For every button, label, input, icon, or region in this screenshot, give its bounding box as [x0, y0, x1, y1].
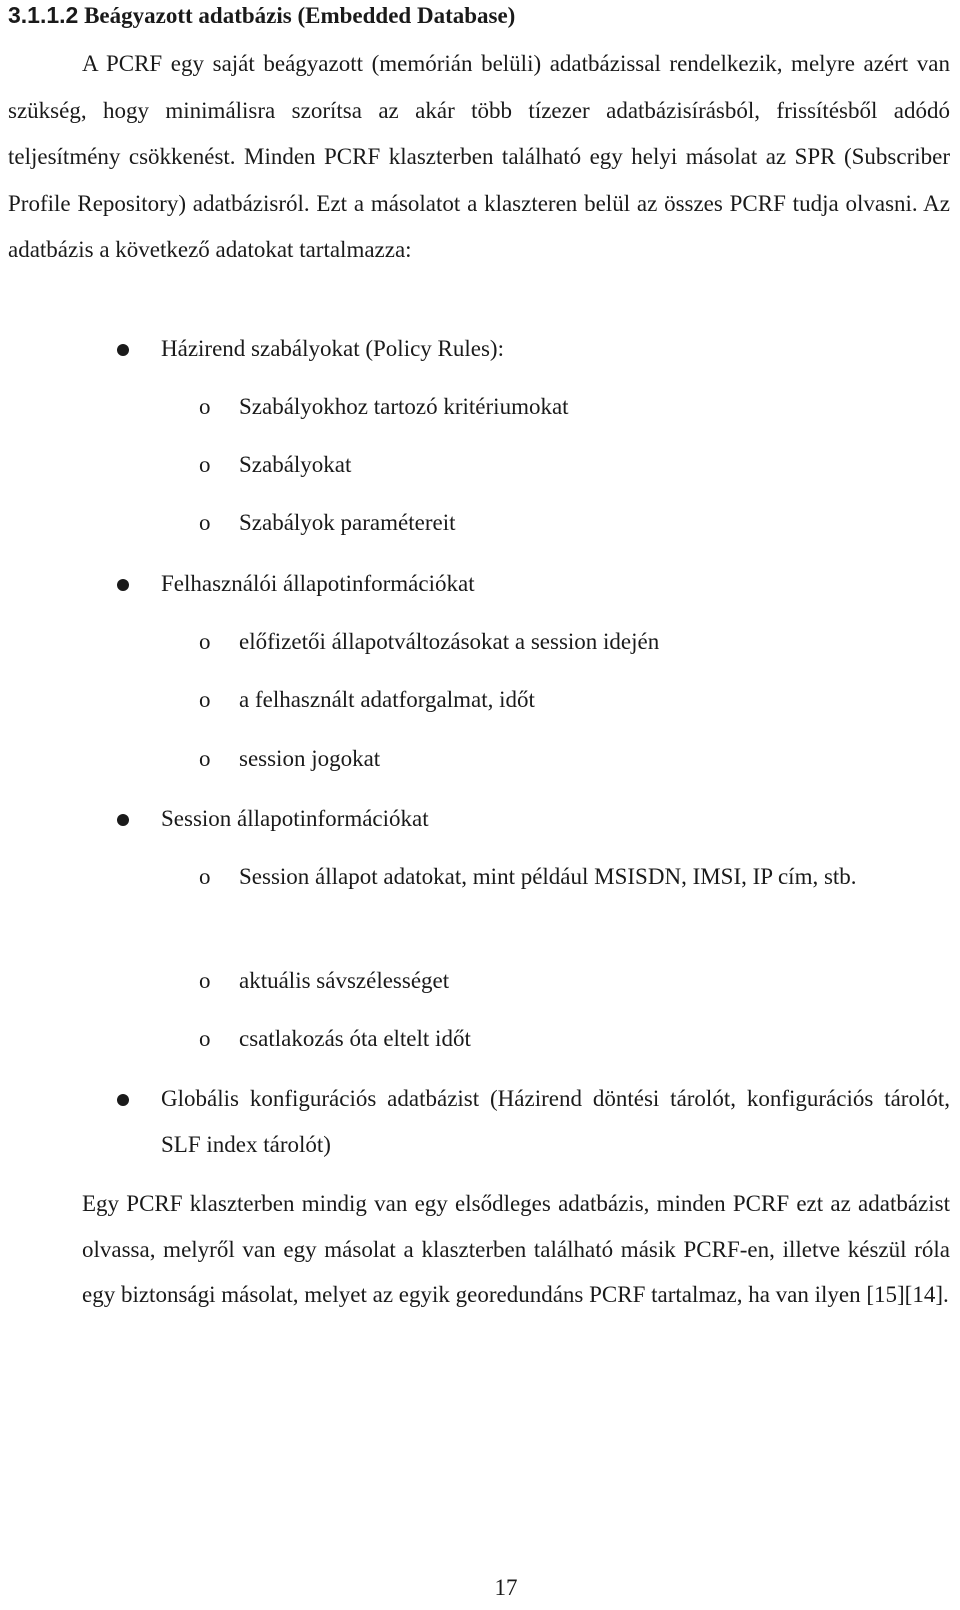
sub-list-item-label: Szabályokat — [239, 452, 352, 477]
sub-list-item-label: aktuális sávszélességet — [239, 968, 450, 993]
sub-list-item-label: session jogokat — [239, 746, 381, 771]
intro-paragraph: A PCRF egy saját beágyazott (memórián belüli) adatbázissal rendelkezik, melyre azért van szükség, hogy minimálisra szorítsa az akár több tízezer adatbázisírásból, frissítésből adódó teljesítmény csökkenést. Minden PCRF klaszterben található egy helyi másolat az SPR (Subscriber Profile Repository) adatbázisról. Ezt a másolatot a klaszteren belül az összes PCRF tudja olvasni. Az adatbázis a következő adatokat tartalmazza: — [8, 51, 950, 262]
sub-list-item-label: előfizetői állapotváltozásokat a session idején — [239, 629, 660, 654]
section-title: Beágyazott adatbázis (Embedded Database) — [84, 3, 516, 28]
bullet-icon — [117, 579, 129, 591]
sub-list-item-label: Szabályokhoz tartozó kritériumokat — [239, 394, 569, 419]
sub-bullet-marker: o — [199, 1026, 211, 1051]
sub-list-item-label: csatlakozás óta eltelt időt — [239, 1026, 471, 1051]
sub-list-item-label: Session állapot adatokat, mint például MSISDN, IMSI, IP cím, stb. — [239, 864, 857, 889]
sub-list-item-label: Szabályok paramétereit — [239, 510, 456, 535]
sub-bullet-marker: o — [199, 687, 211, 712]
list-item-label: Session állapotinformációkat — [161, 806, 429, 831]
list-item-label: Felhasználói állapotinformációkat — [161, 571, 475, 596]
sub-list-item-label: a felhasznált adatforgalmat, időt — [239, 687, 535, 712]
section-number: 3.1.1.2 — [8, 2, 79, 28]
sub-bullet-marker: o — [199, 452, 211, 477]
sub-bullet-marker: o — [199, 394, 211, 419]
list-item-label: Globális konfigurációs adatbázist (Házirend döntési tárolót, konfigurációs tárolót, SLF index tárolót) — [161, 1086, 950, 1157]
closing-paragraph: Egy PCRF klaszterben mindig van egy elsődleges adatbázis, minden PCRF ezt az adatbázist olvassa, melyről van egy másolat a klaszterben található másik PCRF-en, illetve készül róla egy biztonsági másolat, melyet az egyik georedundáns PCRF tartalmaz, ha van ilyen [15][14]. — [82, 1191, 950, 1307]
bullet-icon — [117, 344, 129, 356]
sub-bullet-marker: o — [199, 968, 211, 993]
bullet-icon — [117, 814, 129, 826]
sub-bullet-marker: o — [199, 629, 211, 654]
sub-bullet-marker: o — [199, 864, 211, 889]
page-number: 17 — [494, 1575, 518, 1600]
sub-bullet-marker: o — [199, 510, 211, 535]
section-heading — [8, 0, 515, 31]
bullet-icon — [117, 1094, 129, 1106]
sub-bullet-marker: o — [199, 746, 211, 771]
list-item-label: Házirend szabályokat (Policy Rules): — [161, 336, 504, 361]
